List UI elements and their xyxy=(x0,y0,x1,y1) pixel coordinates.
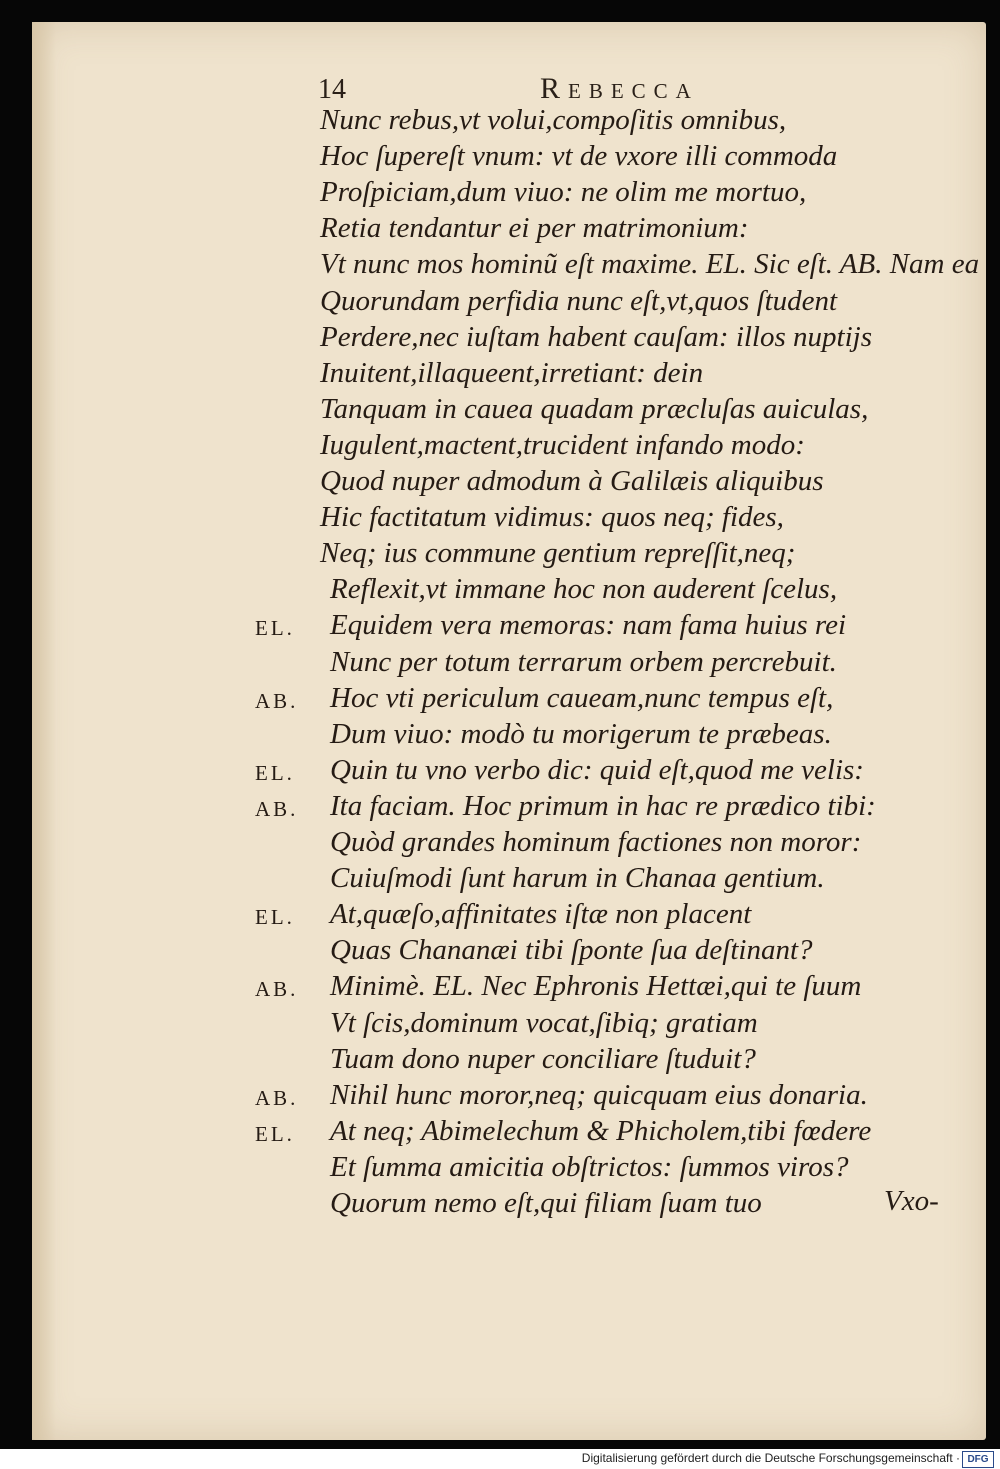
funding-credit: Digitalisierung gefördert durch die Deutsche Forschungsgemeinschaft · xyxy=(581,1451,960,1465)
verse-line: Inuitent,illaqueent,irretiant: dein xyxy=(320,357,704,389)
verse-line: Quod nuper admodum à Galilæis aliquibus xyxy=(320,465,824,497)
speaker-label: AB. xyxy=(255,797,299,821)
running-head: Rebecca xyxy=(540,72,699,105)
verse-line: Ita faciam. Hoc primum in hac re prædico tibi: xyxy=(330,790,876,822)
speaker-label: AB. xyxy=(255,689,299,713)
verse-line: Retia tendantur ei per matrimonium: xyxy=(320,212,749,244)
verse-line: Proſpiciam,dum viuo: ne olim me mortuo, xyxy=(320,176,807,208)
speaker-label: EL. xyxy=(255,761,295,785)
verse-line: Vt nunc mos hominũ eſt maxime. EL. Sic eſt. AB. Nam ea xyxy=(320,248,980,280)
verse-line: Et ſumma amicitia obſtrictos: ſummos viros? xyxy=(330,1151,849,1183)
page-number: 14 xyxy=(318,74,346,105)
verse-line: Nihil hunc moror,neq; quicquam eius donaria. xyxy=(330,1079,868,1111)
speaker-label: EL. xyxy=(255,1122,295,1146)
verse-line: Dum viuo: modò tu morigerum te præbeas. xyxy=(330,718,832,750)
verse-line: Quas Chananæi tibi ſponte ſua deſtinant? xyxy=(330,934,813,966)
verse-line: At neq; Abimelechum & Phicholem,tibi fœdere xyxy=(330,1115,872,1147)
verse-line: Nunc per totum terrarum orbem percrebuit. xyxy=(330,646,837,678)
verse-line: Tuam dono nuper conciliare ſtuduit? xyxy=(330,1043,756,1075)
verse-line: Quorum nemo eſt,qui filiam ſuam tuo xyxy=(330,1187,762,1219)
speaker-label: AB. xyxy=(255,1086,299,1110)
verse-line: Iugulent,mactent,trucident infando modo: xyxy=(320,429,805,461)
verse-line: Neq; ius commune gentium repreſſit,neq; xyxy=(320,537,796,569)
speaker-label: EL. xyxy=(255,616,295,640)
verse-line: Minimè. EL. Nec Ephronis Hettæi,qui te ſuum xyxy=(330,970,862,1002)
speaker-label: EL. xyxy=(255,905,295,929)
speaker-label: AB. xyxy=(255,977,299,1001)
verse-line: Cuiuſmodi ſunt harum in Chanaa gentium. xyxy=(330,862,825,894)
verse-line: Reflexit,vt immane hoc non auderent ſcelus, xyxy=(330,573,838,605)
verse-line: Nunc rebus,vt volui,compoſitis omnibus, xyxy=(320,104,787,136)
verse-line: Quin tu vno verbo dic: quid eſt,quod me velis: xyxy=(330,754,864,786)
verse-line: Hic factitatum vidimus: quos neq; fides, xyxy=(320,501,784,533)
verse-line: At,quæſo,affinitates iſtæ non placent xyxy=(330,898,752,930)
verse-line: Perdere,nec iuſtam habent cauſam: illos nuptijs xyxy=(320,321,872,353)
verse-line: Hoc ſupereſt vnum: vt de vxore illi commoda xyxy=(320,140,838,172)
verse-line: Quorundam perfidia nunc eſt,vt,quos ſtudent xyxy=(320,285,838,317)
verse-line: Hoc vti periculum caueam,nunc tempus eſt, xyxy=(330,682,834,714)
dfg-logo-icon: DFG xyxy=(962,1451,994,1468)
catchword: Vxo- xyxy=(884,1185,939,1217)
digitization-footer xyxy=(0,1449,1000,1469)
verse-line: Equidem vera memoras: nam fama huius rei xyxy=(330,609,847,641)
verse-line: Quòd grandes hominum factiones non moror: xyxy=(330,826,862,858)
verse-line: Vt ſcis,dominum vocat,ſibiq; gratiam xyxy=(330,1007,758,1039)
verse-line: Tanquam in cauea quadam præcluſas auiculas, xyxy=(320,393,869,425)
